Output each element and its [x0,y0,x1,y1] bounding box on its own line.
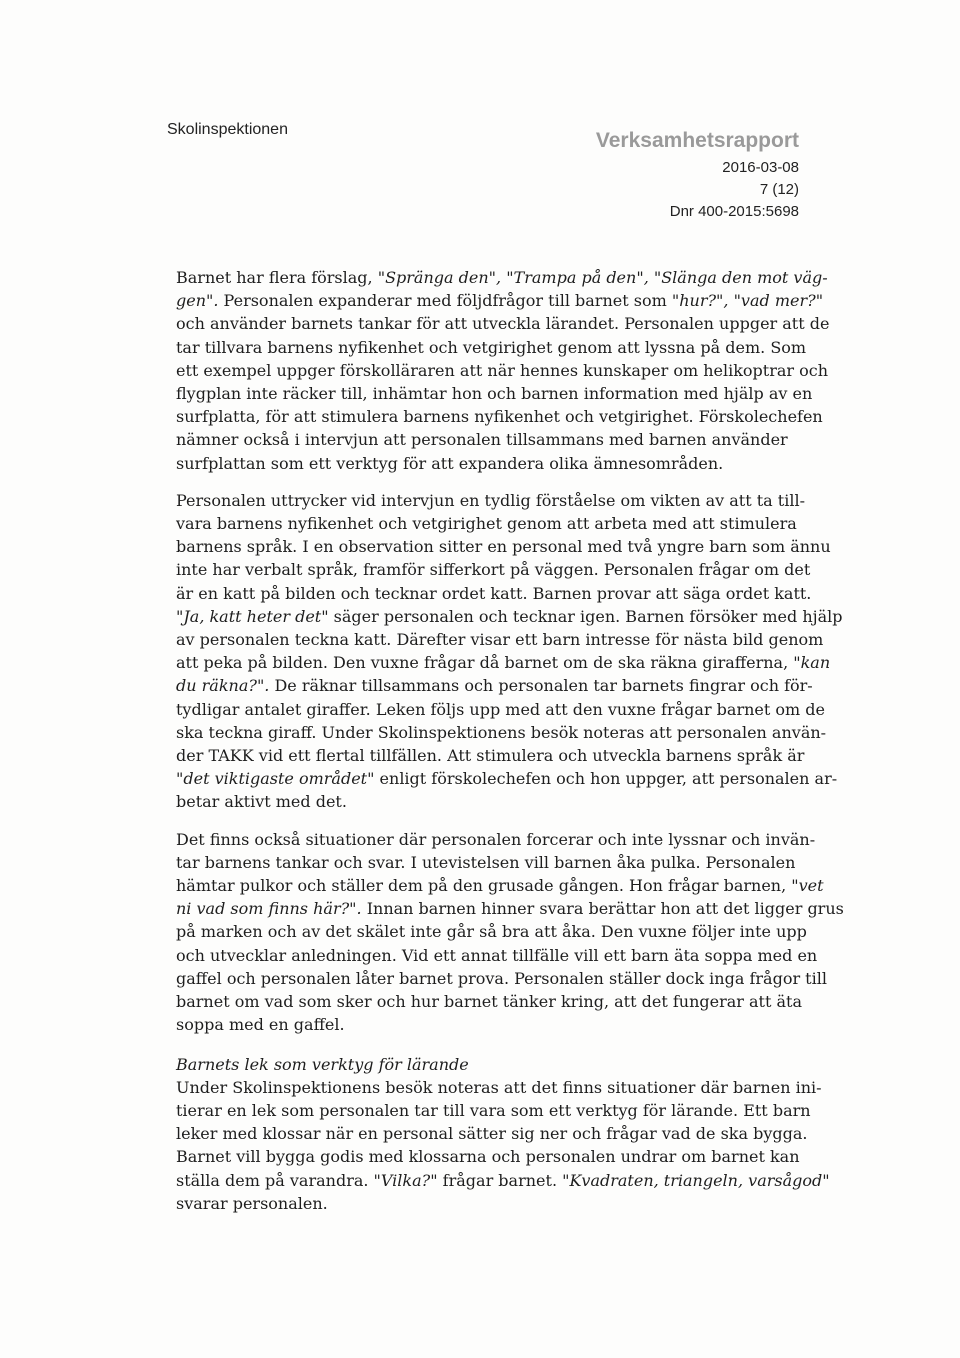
text-line [176,1099,816,1122]
text-line [176,828,816,851]
text-run: leker med klossar när en personal sätter sig ner och frågar vad de ska bygga. [176,1124,808,1144]
text-line [176,1076,822,1099]
organization-name: Skolinspektionen [167,121,288,138]
case-number: Dnr 400-2015:5698 [669,203,799,220]
quoted-speech: gen". [176,291,219,311]
text-run: enligt förskolechefen och hon uppger, att personalen ar- [374,769,838,789]
text-line [176,1122,816,1145]
text-line [176,382,816,405]
text-line [176,359,829,382]
document-header [596,128,799,223]
text-run: Personalen expanderar med följdfrågor till barnet som [218,291,672,311]
text-line [176,767,838,790]
text-line [176,312,830,335]
quoted-speech: "kan [793,653,831,673]
text-line [176,1145,816,1168]
text-run: är en katt på bilden och tecknar ordet katt. Barnen provar att säga ordet katt. [176,583,812,603]
paragraph [176,266,830,475]
section-paragraph [176,1076,830,1215]
quoted-speech: du räkna?". [176,676,270,696]
text-line [176,790,816,813]
text-line [176,628,824,651]
text-run: surfplatta, för att stimulera barnens nyfikenhet och vetgirighet. Förskolechefen [176,407,823,427]
section-play-learning [176,1053,830,1215]
text-run: och använder barnets tankar för att utveckla lärandet. Personalen uppger att de [176,314,830,334]
text-run: barnens språk. I en observation sitter en personal med två yngre barn som ännu [176,537,831,557]
document-date: 2016-03-08 [722,159,799,176]
text-line [176,405,823,428]
text-run: soppa med en gaffel. [176,1015,345,1035]
quoted-speech: "Vilka?" [373,1170,438,1190]
text-run: Det finns också situationer där personalen forcerar och inte lyssnar och invän- [176,829,816,849]
text-line [176,651,831,674]
text-run: ställa dem på varandra. [176,1170,374,1190]
text-run: tydligar antalet giraffer. Leken följs upp med att den vuxne frågar barnet om de [176,699,825,719]
text-run: frågar barnet. [437,1170,563,1190]
text-run: ska teckna giraff. Under Skolinspektionens besök noteras att personalen använ- [176,722,827,742]
quoted-speech: "Spränga den", "Trampa på den", "Slänga den mot väg- [377,268,828,287]
text-run: surfplattan som ett verktyg för att expandera olika ämnesområden. [176,453,724,473]
text-run: betar aktivt med det. [176,792,347,812]
text-line [176,452,816,475]
text-line [176,428,816,451]
paragraph-list [176,266,844,1037]
quoted-speech: "hur?", "vad mer?" [671,291,824,311]
text-run: inte har verbalt språk, framför sifferkort på väggen. Personalen frågar om det [176,560,811,580]
text-line [176,266,828,289]
text-run: Barnet vill bygga godis med klossarna och personalen undrar om barnet kan [176,1147,800,1167]
text-line [176,874,824,897]
text-run: tar barnens tankar och svar. I utevistelsen vill barnen åka pulka. Personalen [176,852,796,872]
text-line [176,1192,816,1215]
text-line [176,558,816,581]
text-run: Under Skolinspektionens besök noteras att det finns situationer där barnen ini- [176,1077,822,1097]
quoted-speech: "vet [791,876,824,896]
text-line [176,698,825,721]
text-line [176,535,831,558]
quoted-speech: ni vad som finns här?". [176,899,362,919]
text-run: gaffel och personalen låter barnet prova. Personalen ställer dock inga frågor till [176,968,827,988]
text-line [176,605,843,628]
text-line [176,744,816,767]
text-run: av personalen teckna katt. Därefter visar ett barn intresse för nästa bild genom [176,630,824,650]
text-line [176,967,827,990]
quoted-speech: "Ja, katt heter det" [176,606,329,626]
page-number: 7 (12) [759,181,799,198]
text-line [176,289,824,312]
text-run: svarar personalen. [176,1193,328,1213]
text-run: Personalen uttrycker vid intervjun en tydlig förståelse om vikten av att ta till- [176,490,805,510]
text-run: hämtar pulkor och ställer dem på den grusade gången. Hon frågar barnen, [176,876,792,896]
text-line [176,721,827,744]
body-text [176,266,844,1215]
text-line [176,1169,830,1192]
text-run: tar tillvara barnens nyfikenhet och vetgirighet genom att lyssna på dem. Som [176,337,807,357]
text-run: De räknar tillsammans och personalen tar barnets fingrar och för- [269,676,813,696]
text-run: ett exempel uppger förskolläraren att när hennes kunskaper om helikoptrar och [176,360,829,380]
paragraph [176,828,844,1037]
text-run: vara barnens nyfikenhet och vetgirighet genom att arbeta med att stimulera [176,514,797,534]
section-heading: Barnets lek som verktyg för lärande [176,1054,469,1074]
text-line [176,582,816,605]
text-line [176,336,816,359]
text-run: der TAKK vid ett flertal tillfällen. Att stimulera och utveckla barnens språk är [176,746,805,766]
text-line [176,920,816,943]
text-run: säger personalen och tecknar igen. Barnen försöker med hjälp [328,606,843,626]
text-line [176,990,816,1013]
text-run: Barnet har flera förslag, [176,268,378,287]
text-line [176,897,844,920]
text-run: på marken och av det skälet inte går så bra att åka. Den vuxne följer inte upp [176,922,807,942]
text-line [176,512,816,535]
text-run: tierar en lek som personalen tar till vara som ett verktyg för lärande. Ett barn [176,1100,811,1120]
text-line [176,944,816,967]
text-run: att peka på bilden. Den vuxne frågar då barnet om de ska räkna girafferna, [176,653,794,673]
text-run: flygplan inte räcker till, inhämtar hon och barnen information med hjälp av en [176,384,813,404]
text-line [176,851,816,874]
text-run: barnet om vad som sker och hur barnet tänker kring, att det fungerar att äta [176,992,802,1012]
quoted-speech: "Kvadraten, triangeln, varsågod" [562,1170,830,1190]
text-run: och utvecklar anledningen. Vid ett annat tillfälle vill ett barn äta soppa med en [176,945,818,965]
quoted-speech: "det viktigaste området" [176,769,375,789]
document-title: Verksamhetsrapport [595,129,799,152]
text-line [176,674,816,697]
text-run: Innan barnen hinner svara berättar hon att det ligger grus [361,899,844,919]
text-line [176,1013,816,1036]
text-run: nämner också i intervjun att personalen tillsammans med barnen använder [176,430,788,450]
paragraph [176,489,843,814]
text-line [176,489,816,512]
